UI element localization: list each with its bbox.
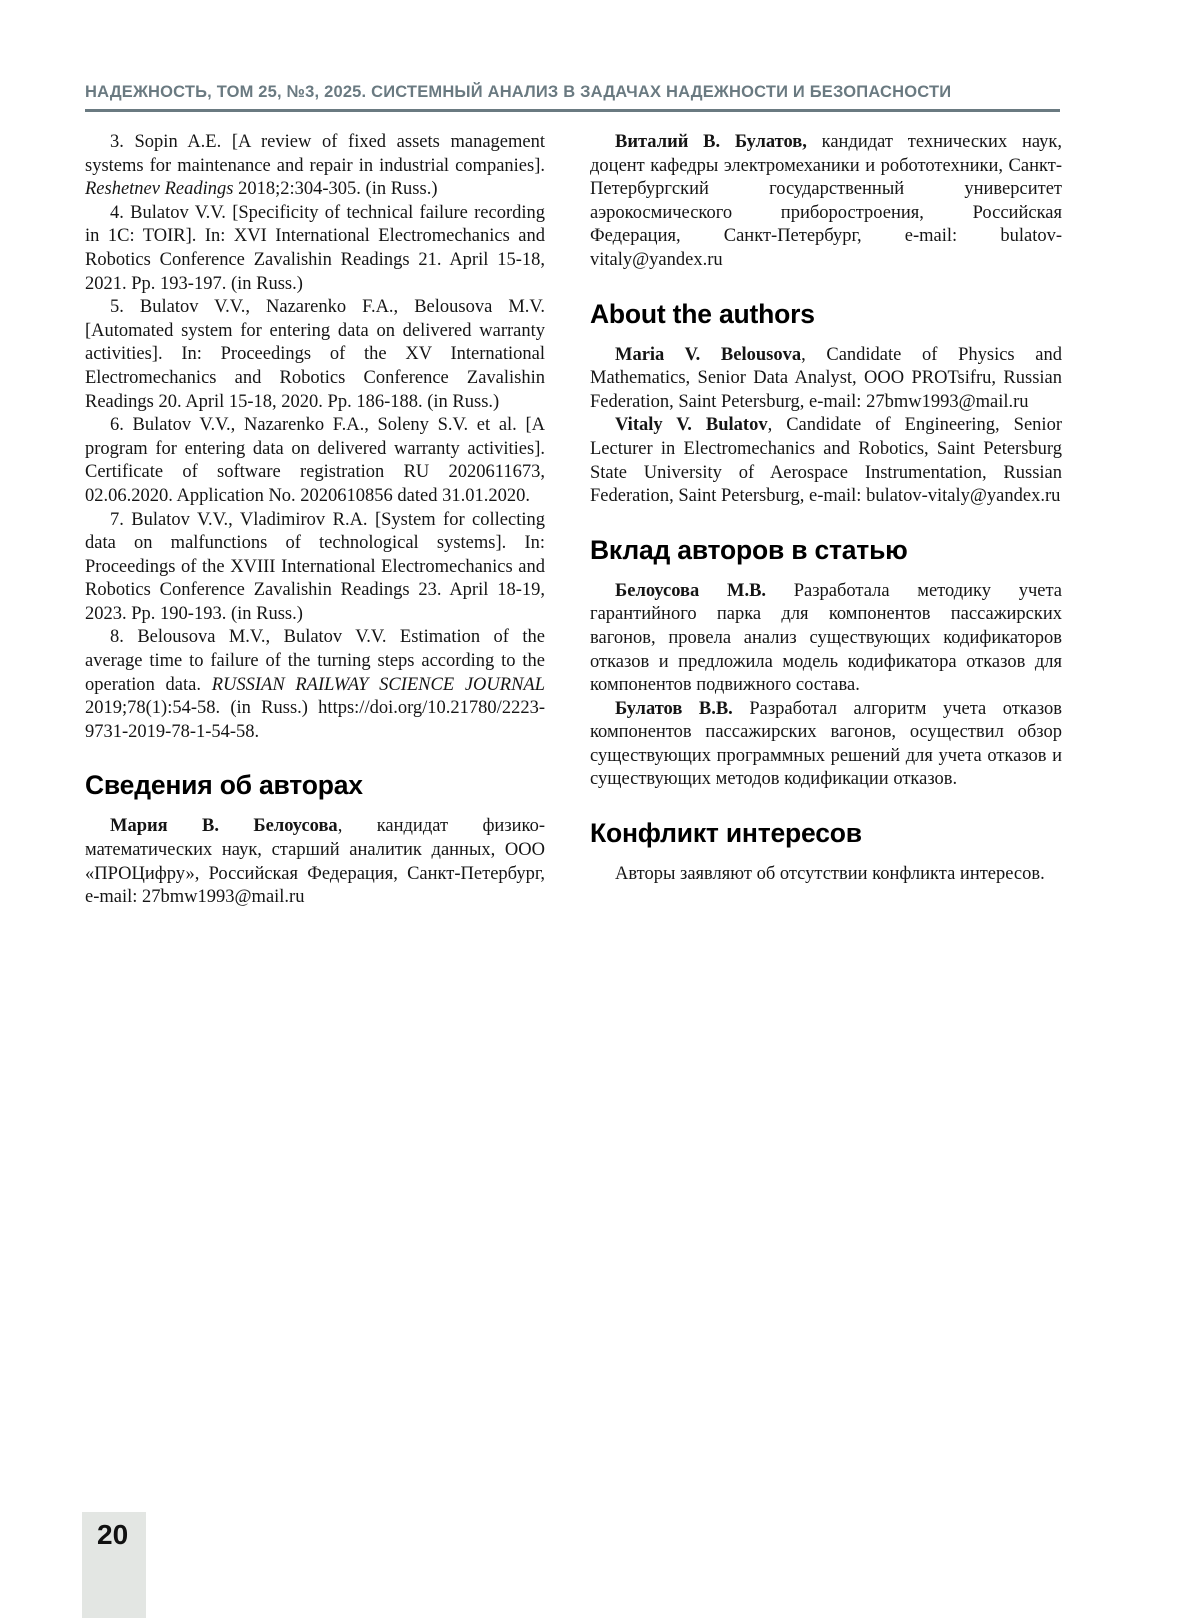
reference-item-3 — [85, 131, 545, 202]
header-rule — [85, 109, 1060, 112]
contribution-belousova — [590, 580, 1062, 698]
reference-text: 3. Sopin A.E. [A review of fixed assets management systems for maintenance and repair in industrial companies]. — [85, 132, 545, 176]
author-bio-belousova-en — [590, 344, 1062, 415]
section-heading-about-authors: About the authors — [590, 298, 815, 329]
page-number: 20 — [97, 1519, 129, 1550]
reference-item-8 — [85, 626, 545, 744]
reference-item-5 — [85, 296, 545, 414]
author-bio-text: кандидат технических наук, доцент кафедры электромеханики и робототехники, Санкт-Петербургский государственный университет аэрокосмического приборостроения, Российская Федерация, Санкт-Петербург, e-mail: bulatov-vitaly@yandex.ru — [590, 132, 1062, 270]
reference-item-6 — [85, 414, 545, 508]
author-bio-bulatov-ru — [590, 131, 1062, 273]
reference-item-4 — [85, 202, 545, 296]
author-name: Булатов В.В. — [615, 698, 733, 719]
author-bio-text: , Candidate of Physics and Mathematics, Senior Data Analyst, OOO PROTsifru, Russian Federation, Saint Petersburg, e-mail: 27bmw1993@mail.ru — [590, 344, 1062, 412]
contribution-text: Разработала методику учета гарантийного парка для компонентов пассажирских вагонов, провела анализ существующих кодификаторов отказов и предложила модель кодификатора отказов для компонентов подвижного состава. — [590, 580, 1063, 696]
page-number-box — [82, 1512, 146, 1618]
author-name: Виталий В. Булатов, — [615, 132, 807, 152]
reference-text: 6. Bulatov V.V., Nazarenko F.A., Soleny S.V. et al. [A program for entering data on delivered warranty activities]. Certificate of software registration RU 2020611673, 02.06.2020. Application No. 2020610856 dated 31.01.2020. — [85, 415, 545, 506]
author-bio-text: , кандидат физико-математических наук, старший аналитик данных, ООО «ПРОЦифру», Российская Федерация, Санкт-Петербург, e-mail: 27bmw1993@mail.ru — [85, 816, 545, 908]
author-bio-text: , Candidate of Engineering, Senior Lecturer in Electromechanics and Robotics, Saint Petersburg State University of Aerospace Instrumentation, Russian Federation, Saint Petersburg, e-mail: bulatov-vitaly@yandex.ru — [590, 415, 1062, 507]
reference-text: 2018;2:304-305. (in Russ.) — [233, 179, 438, 200]
contribution-bulatov — [590, 698, 1062, 792]
section-heading-conflict: Конфликт интересов — [590, 818, 862, 849]
author-name: Maria V. Belousova — [615, 344, 802, 365]
reference-text: 4. Bulatov V.V. [Specificity of technical failure recording in 1C: TOIR]. In: XVI International Electromechanics and Robotics Conference Zavalishin Readings 21. April 15-18, 2021. Pp. 193-197. (in Russ.) — [85, 202, 545, 294]
section-heading-authors-ru: Сведения об авторах — [85, 770, 363, 801]
running-header-text: НАДЕЖНОСТЬ, ТОМ 25, №3, 2025. СИСТЕМНЫЙ АНАЛИЗ В ЗАДАЧАХ НАДЕЖНОСТИ И БЕЗОПАСНОСТИ — [85, 82, 952, 101]
right-column — [590, 131, 1062, 910]
author-name: Мария В. Белоусова — [110, 816, 338, 837]
contribution-text: Разработал алгоритм учета отказов компонентов пассажирских вагонов, осуществил обзор существующих программных решений для учета отказов и существующих методов кодификации отказов. — [590, 698, 1062, 790]
author-bio-bulatov-en — [590, 414, 1062, 508]
reference-text: 8. Belousova M.V., Bulatov V.V. Estimation of the average time to failure of the turning steps according to the operation data. — [85, 627, 545, 695]
reference-item-7 — [85, 509, 545, 627]
author-name: Vitaly V. Bulatov — [615, 415, 768, 436]
two-column-layout — [85, 131, 1062, 910]
author-bio-belousova-ru — [85, 815, 545, 909]
reference-italic-text: Reshetnev Readings — [85, 179, 234, 200]
section-heading-contribution: Вклад авторов в статью — [590, 534, 908, 565]
reference-text: 5. Bulatov V.V., Nazarenko F.A., Belousova M.V. [Automated system for entering data on delivered warranty activities]. In: Proceedings of the XV International Electromechanics and Robotics Conference Zavalishin Readings 20. April 15-18, 2020. Pp. 186-188. (in Russ.) — [85, 297, 545, 412]
author-name: Белоусова М.В. — [615, 580, 767, 601]
reference-text: 2019;78(1):54-58. (in Russ.) https://doi.org/10.21780/2223-9731-2019-78-1-54-58. — [85, 698, 545, 742]
reference-italic-text: RUSSIAN RAILWAY SCIENCE JOURNAL — [211, 674, 545, 695]
running-header — [85, 82, 1060, 112]
reference-text: 7. Bulatov V.V., Vladimirov R.A. [System for collecting data on malfunctions of technological systems]. In: Proceedings of the XVIII International Electromechanics and Robotics Conference Zavalishin Readings 23. April 18-19, 2023. Pp. 190-193. (in Russ.) — [85, 509, 545, 624]
left-column — [85, 131, 545, 910]
conflict-of-interest-text: Авторы заявляют об отсутствии конфликта интересов. — [615, 864, 1045, 885]
